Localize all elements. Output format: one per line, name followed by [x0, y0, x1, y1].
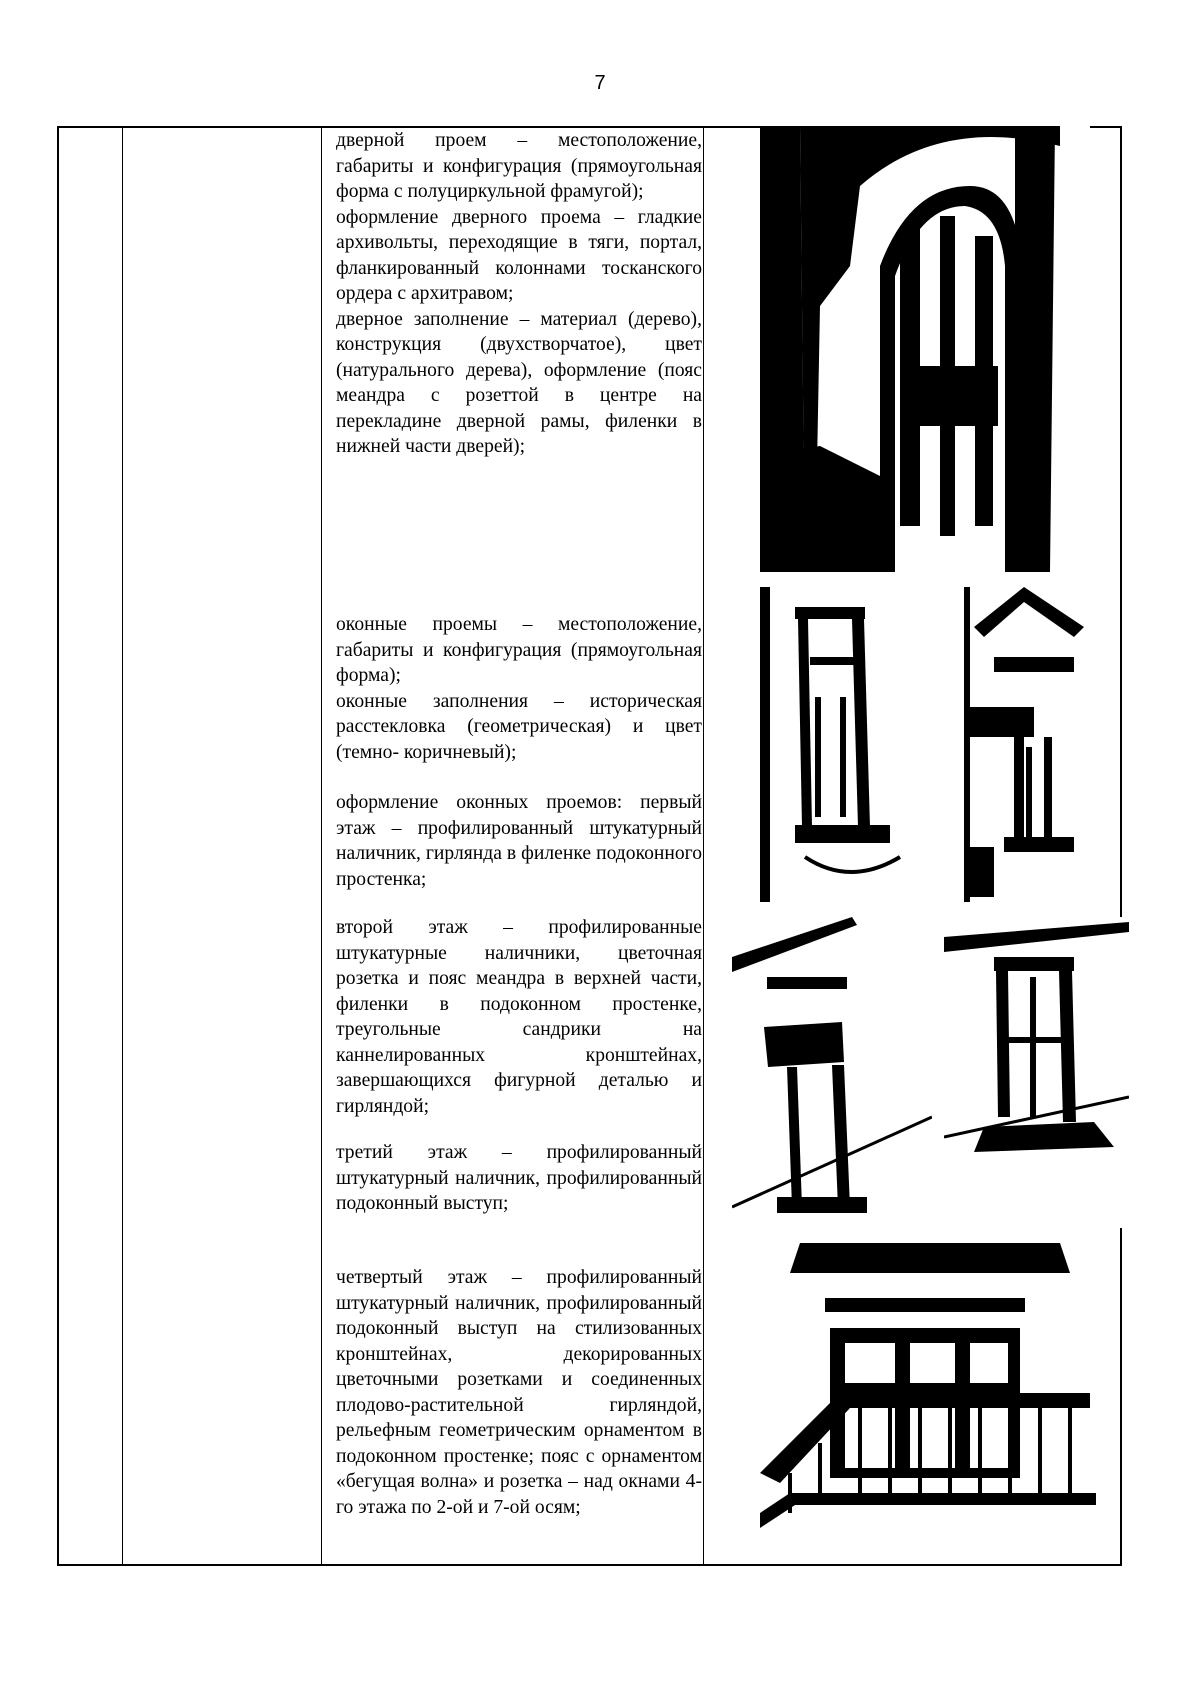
floor2-description	[336, 915, 702, 1119]
window-openings-text: оконные проемы – местоположение, габариты и конфигурация (прямоугольная форма);	[336, 614, 702, 686]
page-number: 7	[594, 72, 606, 94]
floor4-text: четвертый этаж – профилированный штукатурный наличник, профилированный подоконный выступ на стилизованных кронштейнах, декорированных цветочными розетками и соединенных плодово-растительной гирляндой, рельефным геометрическим орнаментом в подоконном простенке; пояс с орнаментом «бегущая волна» и розетка – над окнами 4-го этажа по 2-ой и 7-ой осям;	[336, 1267, 702, 1518]
first-floor-window-photo-left	[760, 587, 954, 902]
door-decoration-text: оформление дверного проема – гладкие архивольты, переходящие в тяги, портал, фланкированный колоннами тосканского ордера с архитравом;	[336, 206, 702, 304]
floor3-text: третий этаж – профилированный штукатурный наличник, профилированный подоконный выступ;	[336, 1142, 702, 1214]
floor4-description	[336, 1265, 702, 1520]
column-divider	[703, 128, 704, 1564]
door-description	[336, 128, 702, 460]
window-description	[336, 612, 702, 765]
window-fillings-text: оконные заполнения – историческая расстекловка (геометрическая) и цвет (темно- коричневый);	[336, 690, 702, 763]
column-divider	[122, 128, 123, 1564]
door-photo	[760, 126, 1090, 572]
door-opening-text: дверной проем – местоположение, габариты и конфигурация (прямоугольная форма с полуциркульной фрамугой);	[336, 130, 702, 202]
first-floor-window-photo-right	[964, 587, 1094, 902]
fourth-floor-balcony-photo	[760, 1243, 1096, 1528]
floor1-text: оформление оконных проемов: первый этаж – профилированный штукатурный наличник, гирлянда в филенке подоконного простенка;	[336, 792, 702, 890]
second-floor-window-photo	[732, 917, 932, 1228]
third-floor-window-photo	[944, 917, 1129, 1228]
floor2-text: второй этаж – профилированные штукатурные наличники, цветочная розетка и пояс меандра в верхней части, филенки в подоконном простенке, треугольные сандрики на каннелированных кронштейнах, завершающихся фигурной деталью и гирляндой;	[336, 917, 702, 1117]
column-divider	[321, 128, 322, 1564]
floor1-description	[336, 790, 702, 892]
door-filling-text: дверное заполнение – материал (дерево), конструкция (двухстворчатое), цвет (натурального дерева), оформление (пояс меандра с розеттой в центре на перекладине дверной рамы, филенки в нижней части дверей);	[336, 308, 702, 457]
floor3-description	[336, 1140, 702, 1217]
